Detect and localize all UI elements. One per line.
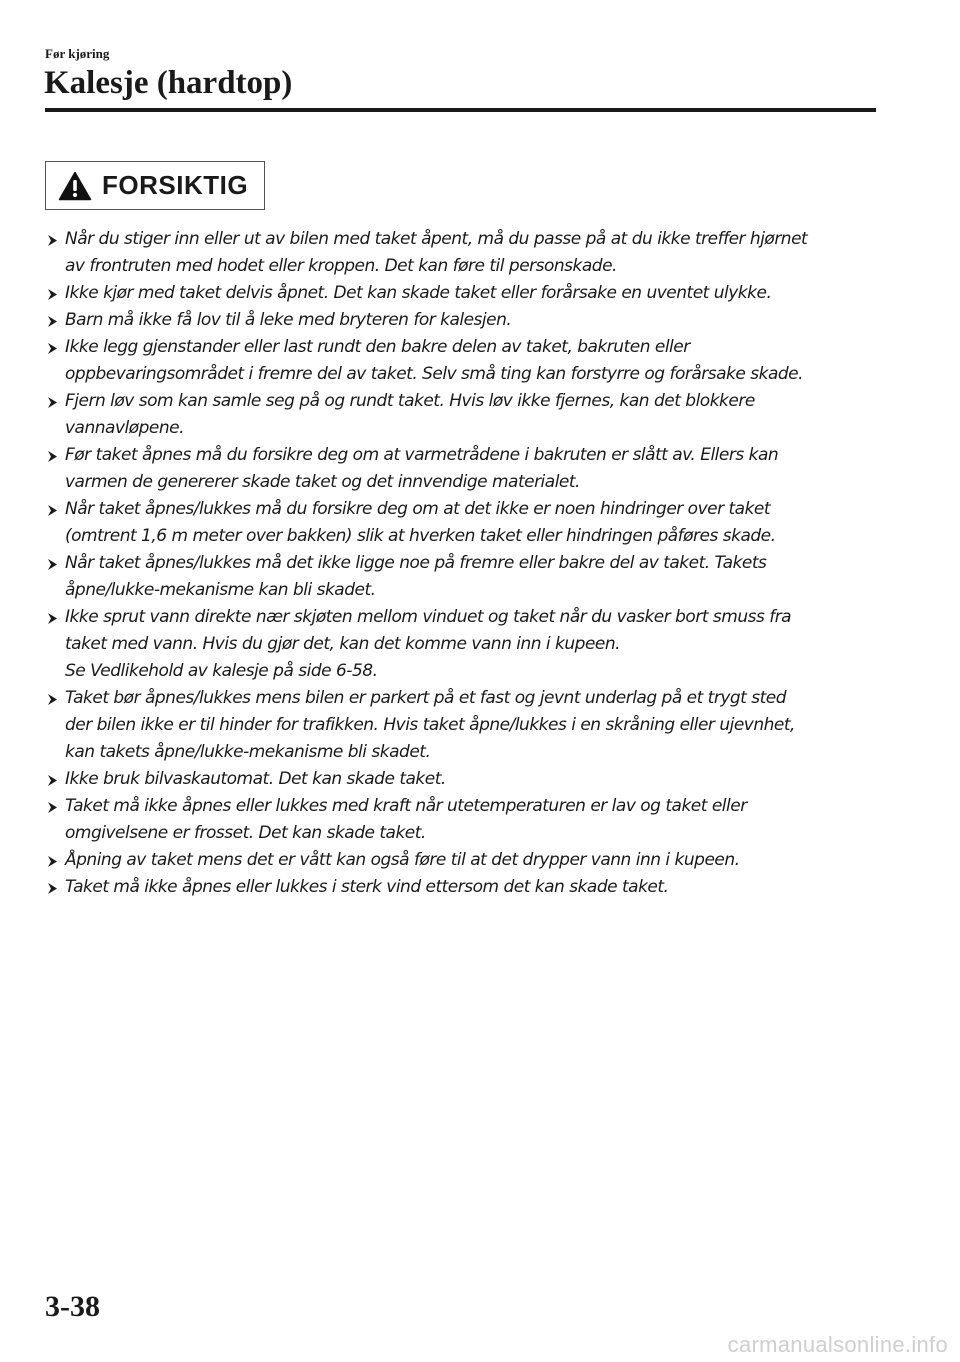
arrow-right-icon <box>47 612 58 625</box>
section-label: Før kjøring <box>45 46 110 61</box>
watermark: carmanualsonline.info <box>727 1332 948 1357</box>
arrow-right-icon <box>47 396 58 409</box>
list-item-line: Taket må ikke åpnes eller lukkes i sterk vind ettersom det kan skade taket. <box>65 877 669 897</box>
arrow-right-icon <box>47 315 58 328</box>
list-item-line: vannavløpene. <box>65 418 185 438</box>
caution-label: FORSIKTIG <box>102 170 249 200</box>
caution-box <box>45 161 265 210</box>
arrow-right-icon <box>47 504 58 517</box>
list-item-line: Ikke bruk bilvaskautomat. Det kan skade taket. <box>65 769 446 789</box>
list-item-line: (omtrent 1,6 m meter over bakken) slik at hverken taket eller hindringen påføres skade. <box>65 526 776 546</box>
list-item-line: Før taket åpnes må du forsikre deg om at varmetrådene i bakruten er slått av. Ellers kan <box>65 445 779 465</box>
list-item-line: omgivelsene er frosset. Det kan skade taket. <box>65 823 426 843</box>
list-item <box>47 685 877 766</box>
list-item-line: Ikke sprut vann direkte nær skjøten mellom vinduet og taket når du vasker bort smuss fra <box>65 607 792 627</box>
warning-triangle-icon <box>58 171 92 201</box>
arrow-right-icon <box>47 693 58 706</box>
arrow-right-icon <box>47 774 58 787</box>
list-item-line: Når du stiger inn eller ut av bilen med taket åpent, må du passe på at du ikke treffer hjørnet <box>65 229 808 249</box>
caution-list <box>47 226 877 901</box>
list-item <box>47 874 877 901</box>
list-item <box>47 604 877 685</box>
page-title: Kalesje (hardtop) <box>44 65 293 101</box>
list-item-line: oppbevaringsområdet i fremre del av taket. Selv små ting kan forstyrre og forårsake skade. <box>65 364 804 384</box>
arrow-right-icon <box>47 342 58 355</box>
list-item <box>47 793 877 847</box>
list-item <box>47 226 877 280</box>
list-item <box>47 550 877 604</box>
list-item <box>47 280 877 307</box>
list-item-line: der bilen ikke er til hinder for trafikken. Hvis taket åpne/lukkes i en skråning eller ujevnhet, <box>65 715 795 735</box>
page-number: 3-38 <box>45 1290 100 1323</box>
list-item-line: Fjern løv som kan samle seg på og rundt taket. Hvis løv ikke fjernes, kan det blokkere <box>65 391 755 411</box>
list-item <box>47 334 877 388</box>
list-item-line: Ikke kjør med taket delvis åpnet. Det kan skade taket eller forårsake en uventet ulykke. <box>65 283 772 303</box>
list-item-line: taket med vann. Hvis du gjør det, kan det komme vann inn i kupeen. <box>65 634 621 654</box>
list-item-line: av frontruten med hodet eller kroppen. Det kan føre til personskade. <box>65 256 617 276</box>
arrow-right-icon <box>47 450 58 463</box>
list-item <box>47 388 877 442</box>
arrow-right-icon <box>47 855 58 868</box>
arrow-right-icon <box>47 558 58 571</box>
title-rule <box>45 108 876 112</box>
list-item-line: kan takets åpne/lukke-mekanisme bli skadet. <box>65 742 431 762</box>
list-item <box>47 496 877 550</box>
list-item-line: Taket bør åpnes/lukkes mens bilen er parkert på et fast og jevnt underlag på et trygt sted <box>65 688 787 708</box>
list-item <box>47 307 877 334</box>
list-item <box>47 442 877 496</box>
arrow-right-icon <box>47 882 58 895</box>
list-item <box>47 766 877 793</box>
list-item-line: Se Vedlikehold av kalesje på side 6-58. <box>65 661 378 681</box>
list-item-line: Når taket åpnes/lukkes må det ikke ligge noe på fremre eller bakre del av taket. Takets <box>65 553 767 573</box>
list-item-line: åpne/lukke-mekanisme kan bli skadet. <box>65 580 376 600</box>
list-item-line: Åpning av taket mens det er vått kan også føre til at det drypper vann inn i kupeen. <box>65 850 740 870</box>
list-item <box>47 847 877 874</box>
list-item-line: Taket må ikke åpnes eller lukkes med kraft når utetemperaturen er lav og taket eller <box>65 796 747 816</box>
arrow-right-icon <box>47 234 58 247</box>
list-item-line: Når taket åpnes/lukkes må du forsikre deg om at det ikke er noen hindringer over taket <box>65 499 771 519</box>
arrow-right-icon <box>47 288 58 301</box>
arrow-right-icon <box>47 801 58 814</box>
list-item-line: Barn må ikke få lov til å leke med bryteren for kalesjen. <box>65 310 512 330</box>
list-item-line: Ikke legg gjenstander eller last rundt den bakre delen av taket, bakruten eller <box>65 337 690 357</box>
list-item-line: varmen de genererer skade taket og det innvendige materialet. <box>65 472 580 492</box>
